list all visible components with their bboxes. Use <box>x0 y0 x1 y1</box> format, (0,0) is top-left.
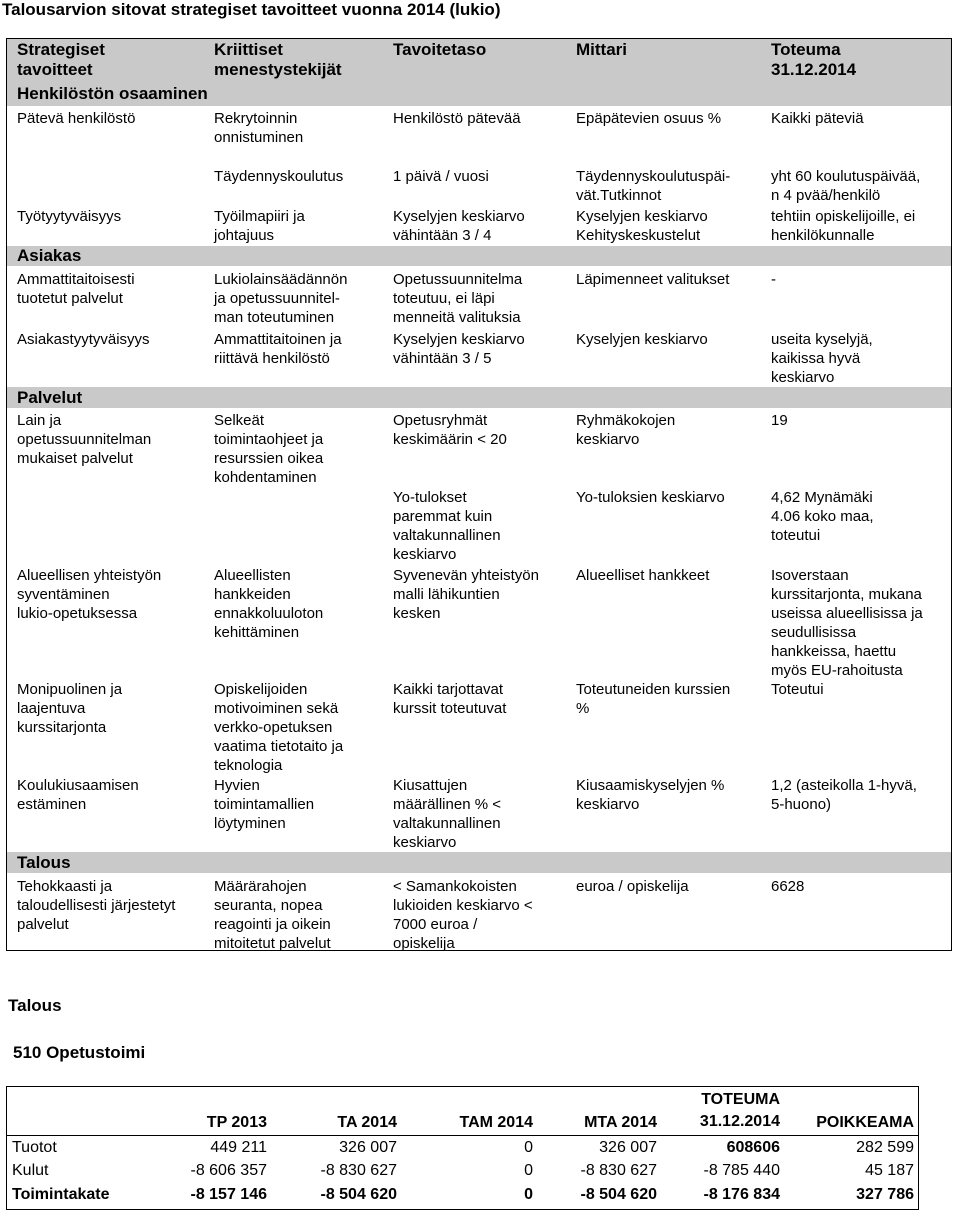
col-header-poikkeama: POIKKEAMA <box>816 1114 914 1131</box>
fin-tuotot-ta2014: 326 007 <box>339 1139 397 1156</box>
section-services: Palvelut <box>17 388 83 407</box>
r6-outcome: 19 <box>771 412 788 429</box>
r1-outcome: Kaikki päteviä <box>771 110 864 127</box>
fin-row-label-kulut: Kulut <box>12 1162 49 1179</box>
r8-metric: Alueelliset hankkeet <box>576 567 710 584</box>
r5-factor: Ammattitaitoinen ja riittävä henkilöstö <box>214 331 342 367</box>
r3-factor: Työilmapiiri ja johtajuus <box>214 208 305 244</box>
r11-goal: Tehokkaasti ja taloudellisesti järjestetyt palvelut <box>17 878 176 933</box>
fin-tuotot-tp2013: 449 211 <box>210 1139 267 1156</box>
header-outcome: Toteuma 31.12.2014 <box>771 40 857 79</box>
fin-toimintakate-tp2013: -8 157 146 <box>190 1186 267 1203</box>
r7-target: Yo-tulokset paremmat kuin valtakunnallinen keskiarvo <box>393 489 501 563</box>
fin-tuotot-toteuma: 608606 <box>726 1139 780 1156</box>
r2-outcome: yht 60 koulutuspäivää, n 4 pvää/henkilö <box>771 168 921 204</box>
r2-metric: Täydennyskoulutuspäi- vät.Tutkinnot <box>576 168 731 204</box>
r6-target: Opetusryhmät keskimäärin < 20 <box>393 412 507 448</box>
r4-outcome: - <box>771 271 776 288</box>
r8-goal: Alueellisen yhteistyön syventäminen lukio-opetuksessa <box>17 567 162 622</box>
header-strategic-goals: Strategiset tavoitteet <box>17 40 105 79</box>
r3-goal: Työtyytyväisyys <box>17 208 122 225</box>
r10-target: Kiusattujen määrällinen % < valtakunnallinen keskiarvo <box>393 777 501 851</box>
col-header-tam2014: TAM 2014 <box>459 1114 533 1131</box>
r10-metric: Kiusaamiskyselyjen % keskiarvo <box>576 777 725 813</box>
header-target-level: Tavoitetaso <box>393 40 487 59</box>
fin-toimintakate-ta2014: -8 504 620 <box>320 1186 397 1203</box>
col-header-toteuma: TOTEUMA 31.12.2014 <box>699 1091 780 1130</box>
col-header-ta2014: TA 2014 <box>337 1114 397 1131</box>
r6-factor: Selkeät toimintaohjeet ja resurssien oikea kohdentaminen <box>214 412 324 486</box>
fin-row-label-tuotot: Tuotot <box>12 1139 57 1156</box>
r5-metric: Kyselyjen keskiarvo <box>576 331 708 348</box>
r8-factor: Alueellisten hankkeiden ennakkoluuloton kehittäminen <box>214 567 324 641</box>
r5-goal: Asiakastyytyväisyys <box>17 331 150 348</box>
r11-target: < Samankokoisten lukioiden keskiarvo < 7000 euroa / opiskelija <box>393 878 533 952</box>
fin-kulut-toteuma: -8 785 440 <box>703 1162 780 1179</box>
r1-metric: Epäpätevien osuus % <box>576 110 722 127</box>
r10-factor: Hyvien toimintamallien löytyminen <box>214 777 315 832</box>
fin-toimintakate-mta2014: -8 504 620 <box>580 1186 657 1203</box>
finance-heading: Talous <box>8 996 62 1015</box>
r6-metric: Ryhmäkokojen keskiarvo <box>576 412 676 448</box>
r3-target: Kyselyjen keskiarvo vähintään 3 / 4 <box>393 208 525 244</box>
r1-goal: Pätevä henkilöstö <box>17 110 136 127</box>
header-critical-success-factors: Kriittiset menestystekijät <box>214 40 342 79</box>
r10-outcome: 1,2 (asteikolla 1-hyvä, 5-huono) <box>771 777 917 813</box>
r11-metric: euroa / opiskelija <box>576 878 689 895</box>
r9-outcome: Toteutui <box>771 681 824 698</box>
r7-metric: Yo-tuloksien keskiarvo <box>576 489 725 506</box>
section-customer: Asiakas <box>17 246 82 265</box>
fin-tuotot-tam2014: 0 <box>524 1139 533 1156</box>
section-staff-competence: Henkilöstön osaaminen <box>17 84 208 103</box>
r8-outcome: Isoverstaan kurssitarjonta, mukana useissa alueellisissa ja seudullisissa hankkeissa, haettu myös EU-rahoitusta <box>771 567 923 679</box>
r10-goal: Koulukiusaamisen estäminen <box>17 777 139 813</box>
department-heading: 510 Opetustoimi <box>13 1043 146 1062</box>
r9-factor: Opiskelijoiden motivoiminen sekä verkko-opetuksen vaatima tietotaito ja teknologia <box>214 681 344 774</box>
fin-toimintakate-tam2014: 0 <box>524 1186 533 1203</box>
section-finance: Talous <box>17 853 71 872</box>
r4-goal: Ammattitaitoisesti tuotetut palvelut <box>17 271 135 307</box>
r1-target: Henkilöstö pätevää <box>393 110 521 127</box>
r3-metric: Kyselyjen keskiarvo Kehityskeskustelut <box>576 208 708 244</box>
finance-header-divider <box>7 1135 918 1136</box>
fin-kulut-ta2014: -8 830 627 <box>320 1162 397 1179</box>
fin-toimintakate-toteuma: -8 176 834 <box>703 1186 780 1203</box>
fin-tuotot-poikkeama: 282 599 <box>856 1139 914 1156</box>
fin-toimintakate-poikkeama: 327 786 <box>856 1186 914 1203</box>
r5-outcome: useita kyselyjä, kaikissa hyvä keskiarvo <box>771 331 873 386</box>
fin-kulut-mta2014: -8 830 627 <box>580 1162 657 1179</box>
r9-goal: Monipuolinen ja laajentuva kurssitarjonta <box>17 681 123 736</box>
r4-factor: Lukiolainsäädännön ja opetussuunnitel- man toteutuminen <box>214 271 348 326</box>
r2-factor: Täydennyskoulutus <box>214 168 344 185</box>
section-band-customer <box>7 246 951 266</box>
col-header-tp2013: TP 2013 <box>206 1114 267 1131</box>
fin-kulut-tp2013: -8 606 357 <box>190 1162 267 1179</box>
r3-outcome: tehtiin opiskelijoille, ei henkilökunnalle <box>771 208 916 244</box>
r8-target: Syvenevän yhteistyön malli lähikuntien kesken <box>393 567 539 622</box>
r6-goal: Lain ja opetussuunnitelman mukaiset palvelut <box>17 412 152 467</box>
fin-kulut-tam2014: 0 <box>524 1162 533 1179</box>
r4-target: Opetussuunnitelma toteutuu, ei läpi menneitä valituksia <box>393 271 523 326</box>
r9-metric: Toteutuneiden kurssien % <box>576 681 731 717</box>
r11-outcome: 6628 <box>771 878 805 895</box>
section-band-services <box>7 387 951 408</box>
r2-target: 1 päivä / vuosi <box>393 168 489 185</box>
finance-table <box>6 1086 919 1210</box>
r7-outcome: 4,62 Mynämäki 4.06 koko maa, toteutui <box>771 489 874 544</box>
r4-metric: Läpimenneet valitukset <box>576 271 730 288</box>
fin-kulut-poikkeama: 45 187 <box>865 1162 914 1179</box>
r9-target: Kaikki tarjottavat kurssit toteutuvat <box>393 681 507 717</box>
r1-factor: Rekrytoinnin onnistuminen <box>214 110 304 146</box>
header-metric: Mittari <box>576 40 627 59</box>
page-title: Talousarvion sitovat strategiset tavoitteet vuonna 2014 (lukio) <box>2 0 501 19</box>
r5-target: Kyselyjen keskiarvo vähintään 3 / 5 <box>393 331 525 367</box>
r11-factor: Määrärahojen seuranta, nopea reagointi ja oikein mitoitetut palvelut <box>214 878 331 952</box>
fin-row-label-toimintakate: Toimintakate <box>12 1186 110 1203</box>
col-header-mta2014: MTA 2014 <box>584 1114 657 1131</box>
section-band-finance <box>7 852 951 873</box>
fin-tuotot-mta2014: 326 007 <box>599 1139 657 1156</box>
